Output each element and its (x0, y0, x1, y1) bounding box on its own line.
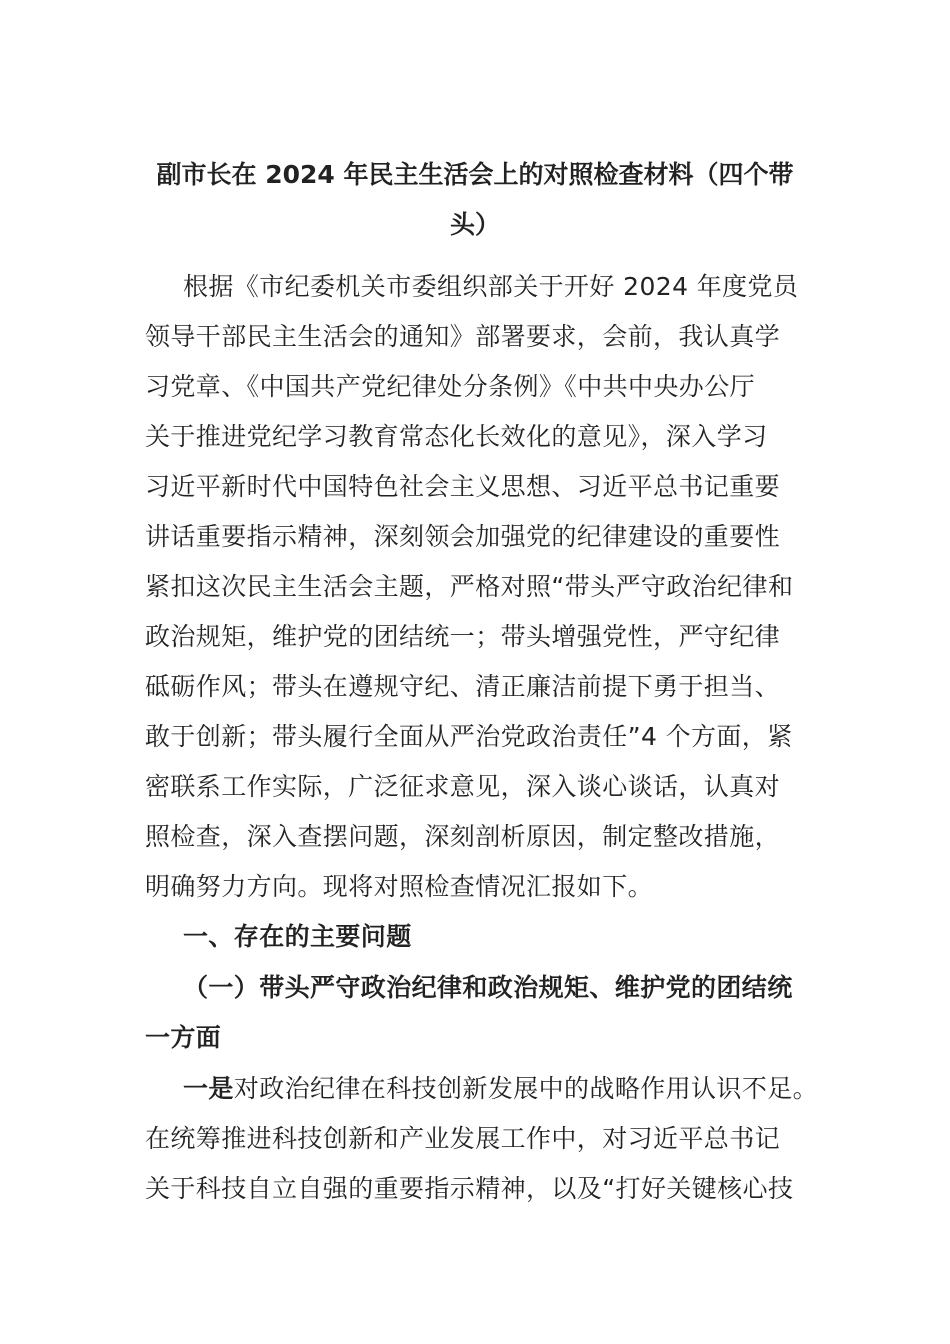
intro-line: 领导干部民主生活会的通知》部署要求，会前，我认真学 (145, 322, 781, 351)
intro-line: 讲话重要指示精神，深刻领会加强党的纪律建设的重要性 (145, 522, 781, 551)
point-line: 关于科技自立自强的重要指示精神，以及“打好关键核心技 (145, 1174, 794, 1203)
intro-line: 习党章、《中国共产党纪律处分条例》《中共中央办公厅 (145, 372, 756, 401)
point-label: 一是 (183, 1074, 234, 1103)
intro-line: 政治规矩，维护党的团结统一；带头增强党性，严守纪律 (145, 622, 781, 651)
intro-line: 关于推进党纪学习教育常态化长效化的意见》，深入学习 (145, 422, 768, 451)
document-title-line-2: 头） (449, 210, 500, 239)
subsection-heading-line-2: 一方面 (145, 1023, 222, 1052)
intro-line: 明确努力方向。现将对照检查情况汇报如下。 (145, 872, 654, 901)
intro-line: 习近平新时代中国特色社会主义思想、习近平总书记重要 (145, 472, 781, 501)
document-title-line-1: 副市长在 2024 年民主生活会上的对照检查材料（四个带 (156, 160, 794, 189)
intro-line: 密联系工作实际，广泛征求意见，深入谈心谈话，认真对 (145, 772, 781, 801)
point-line (183, 1064, 843, 1114)
point-line: 在统筹推进科技创新和产业发展工作中，对习近平总书记 (145, 1124, 781, 1153)
intro-line: 紧扣这次民主生活会主题，严格对照“带头严守政治纪律和 (145, 572, 794, 601)
intro-line: 敢于创新；带头履行全面从严治党政治责任”4 个方面，紧 (145, 722, 793, 751)
intro-line: 照检查，深入查摆问题，深刻剖析原因，制定整改措施， (145, 822, 781, 851)
section-heading: 一、存在的主要问题 (183, 922, 412, 951)
intro-line: 根据《市纪委机关市委组织部关于开好 2024 年度党员 (183, 272, 799, 301)
point-text: 对政治纪律在科技创新发展中的战略作用认识不足。 (233, 1074, 819, 1103)
subsection-heading-line-1: （一）带头严守政治纪律和政治规矩、维护党的团结统 (183, 973, 793, 1002)
intro-line: 砥砺作风；带头在遵规守纪、清正廉洁前提下勇于担当、 (145, 672, 781, 701)
